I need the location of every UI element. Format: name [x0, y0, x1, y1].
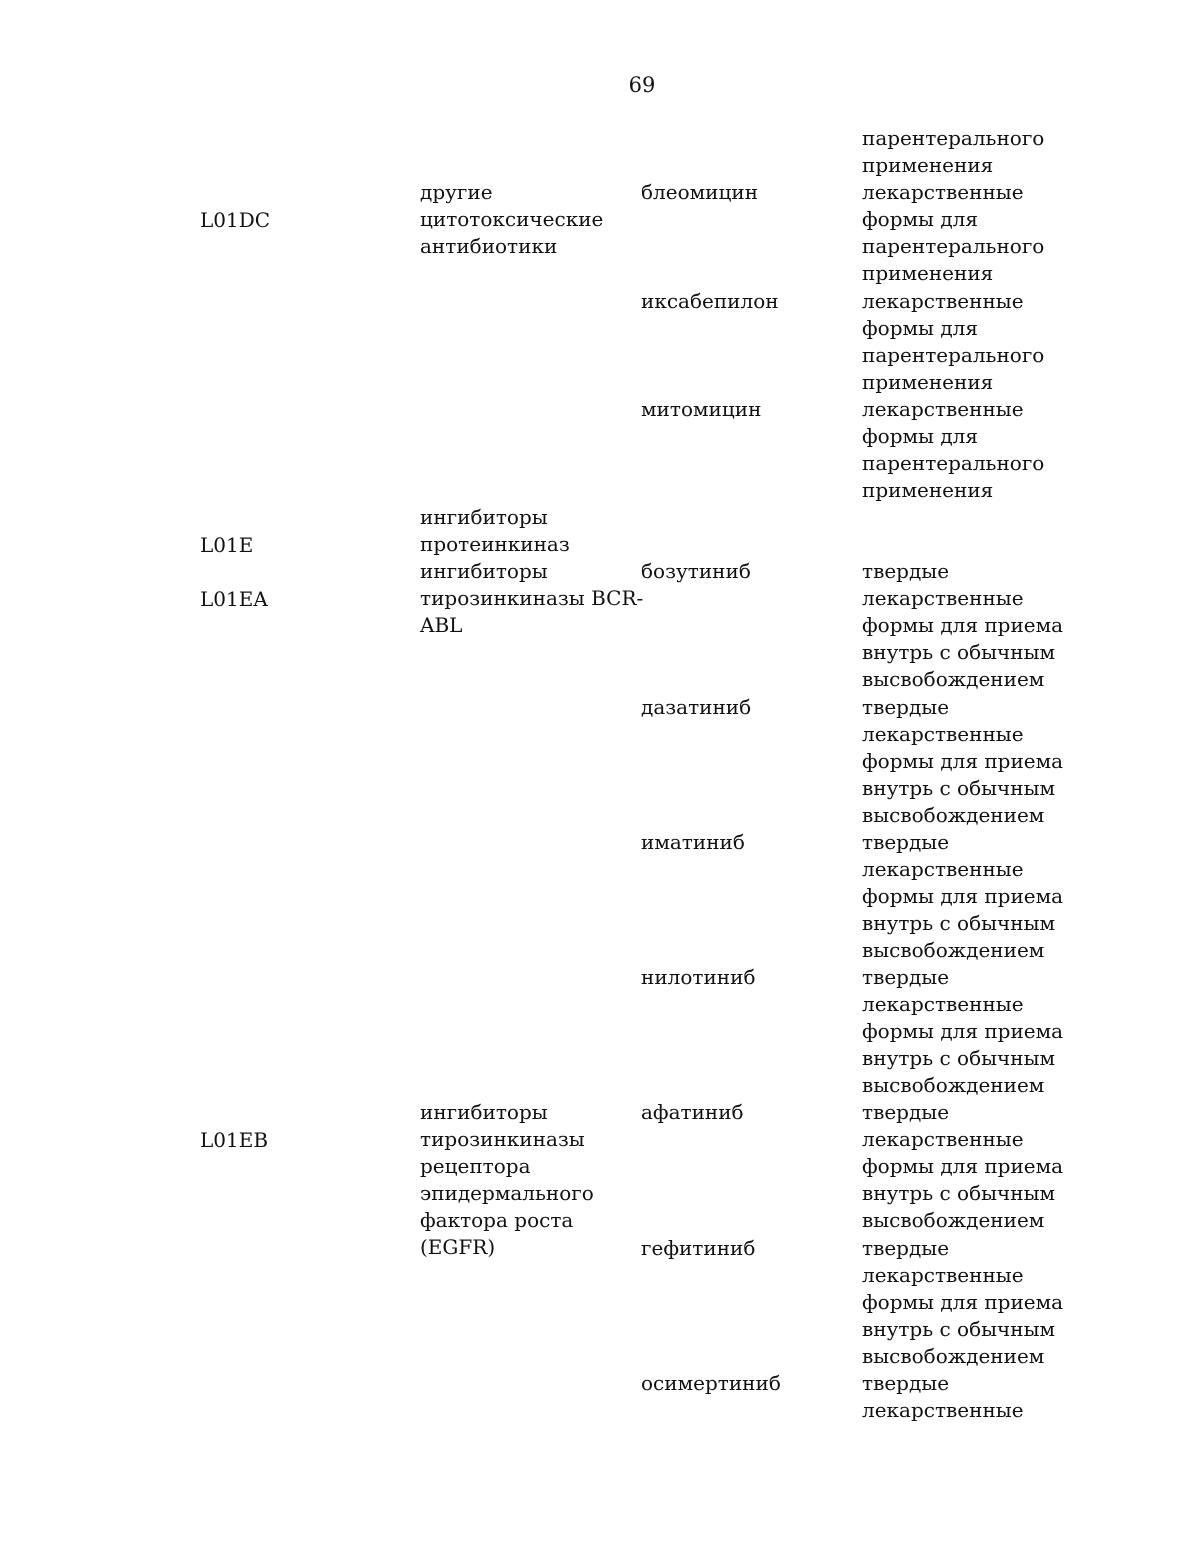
- atc-code-l01dc: L01DC: [200, 208, 271, 232]
- group-l01dc: другие цитотоксические антибиотики: [420, 180, 604, 258]
- drug-name: бозутиниб: [641, 559, 751, 583]
- drug-name: иксабепилон: [641, 289, 779, 313]
- dosage-form: твердые лекарственные формы для приема внутрь с обычным высвобождением: [862, 830, 1064, 962]
- drug-name: нилотиниб: [641, 965, 756, 989]
- group-l01eb: ингибиторы тирозинкиназы рецептора эпидермального фактора роста (EGFR): [420, 1100, 594, 1259]
- page-number: 69: [628, 73, 656, 97]
- atc-code-l01ea: L01EA: [200, 587, 268, 611]
- dosage-form: лекарственные формы для парентерального применения: [862, 397, 1045, 502]
- atc-code-l01e: L01E: [200, 533, 254, 557]
- dosage-form: твердые лекарственные формы для приема внутрь с обычным высвобождением: [862, 559, 1064, 691]
- form-continuation: парентерального применения: [862, 126, 1045, 177]
- drug-name: иматиниб: [641, 830, 745, 854]
- group-l01ea: ингибиторы тирозинкиназы BCR- ABL: [420, 559, 644, 637]
- drug-name: митомицин: [641, 397, 762, 421]
- atc-code-l01eb: L01EB: [200, 1128, 269, 1152]
- drug-name: дазатиниб: [641, 695, 752, 719]
- dosage-form: лекарственные формы для парентерального применения: [862, 180, 1045, 285]
- drug-name: гефитиниб: [641, 1236, 756, 1260]
- dosage-form: твердые лекарственные: [862, 1371, 1024, 1422]
- drug-name: осимертиниб: [641, 1371, 781, 1395]
- dosage-form: лекарственные формы для парентерального применения: [862, 289, 1045, 394]
- dosage-form: твердые лекарственные формы для приема внутрь с обычным высвобождением: [862, 965, 1064, 1097]
- drug-name: блеомицин: [641, 180, 759, 204]
- dosage-form: твердые лекарственные формы для приема внутрь с обычным высвобождением: [862, 695, 1064, 827]
- dosage-form: твердые лекарственные формы для приема внутрь с обычным высвобождением: [862, 1236, 1064, 1368]
- drug-name: афатиниб: [641, 1100, 744, 1124]
- dosage-form: твердые лекарственные формы для приема внутрь с обычным высвобождением: [862, 1100, 1064, 1232]
- group-l01e: ингибиторы протеинкиназ: [420, 505, 570, 556]
